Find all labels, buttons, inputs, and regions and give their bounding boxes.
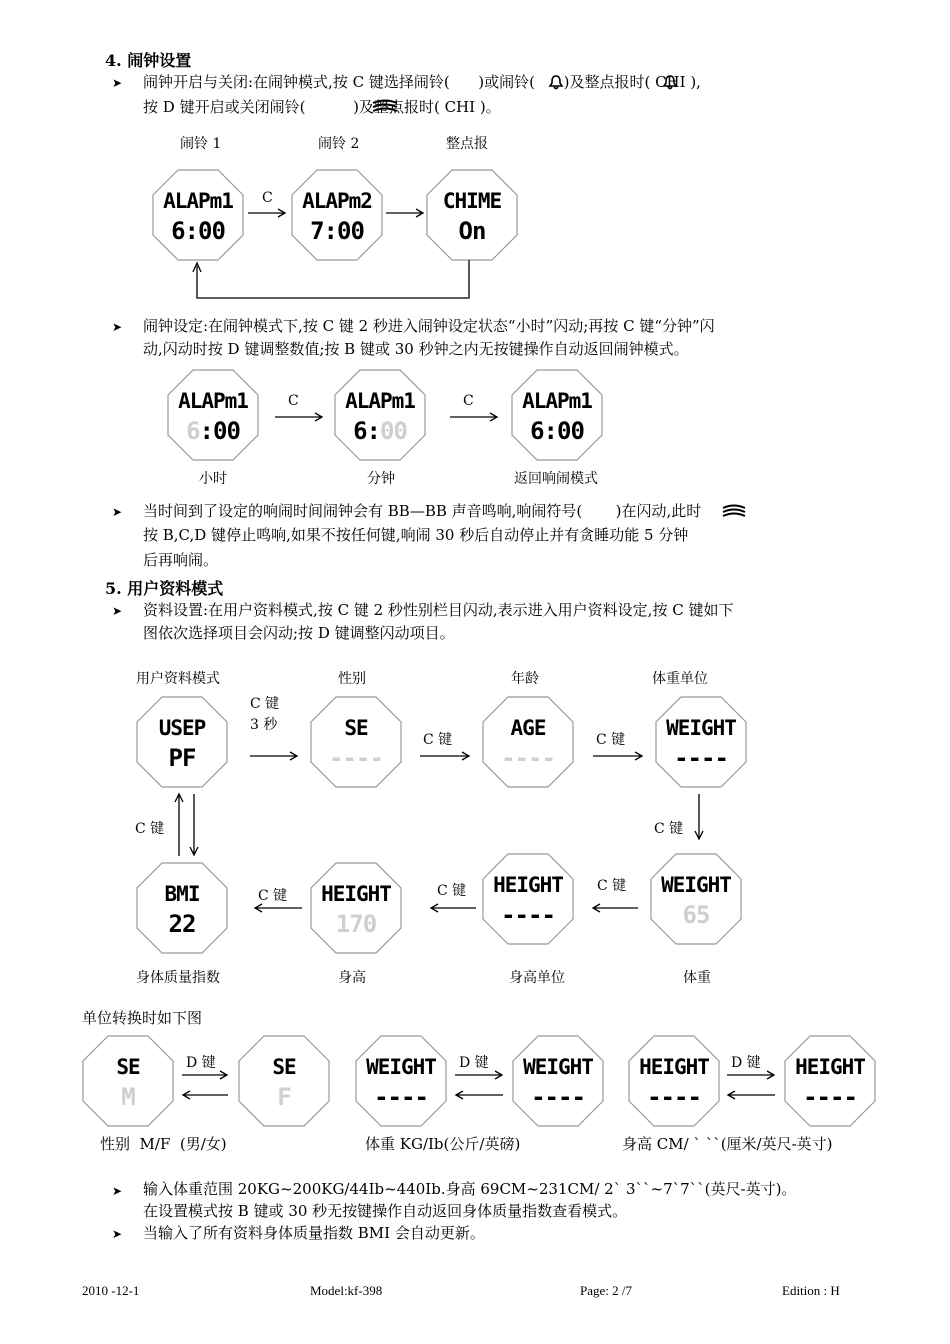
watch-line1: ALAPm1 (345, 389, 415, 413)
swap-arrows (725, 1070, 777, 1100)
unit-conversion-title: 单位转换时如下图 (82, 1009, 203, 1027)
watch-weight-unit (655, 696, 747, 788)
arrow-right (450, 412, 500, 422)
watch-age (482, 696, 574, 788)
watch-weight-lb (512, 1035, 604, 1127)
watch-user-pf (136, 696, 228, 788)
key-label-3s: 3 秒 (250, 717, 278, 733)
key-label-c: C (288, 393, 299, 409)
watch-height (310, 862, 402, 954)
sound-waves-icon (370, 98, 400, 114)
note-range-line2: 在设置模式按 B 键或 30 秒无按键操作自动返回身体质量指数查看模式。 (143, 1202, 628, 1220)
footer-edition: Edition : H (782, 1283, 840, 1298)
watch-line2: F (277, 1083, 291, 1111)
key-label-c: C 键 (135, 821, 165, 837)
watch-line2: 6:00 (530, 417, 584, 445)
section-4-heading: 4. 闹钟设置 (105, 51, 192, 70)
watch-line2: ---- (374, 1083, 428, 1111)
watch-alarm2 (291, 169, 383, 261)
alarm-ring-line2: 按 B,C,D 键停止鸣响,如果不按任何键,响闹 30 秒后自动停止并有贪睡功能 5 分钟 (143, 526, 689, 544)
key-label-c: C 键 (597, 878, 627, 894)
watch-line1: HEIGHT (639, 1055, 709, 1079)
watch-line2: ---- (531, 1083, 585, 1111)
note-range-line1: 输入体重范围 20KG~200KG/44Ib~440Ib.身高 69CM~231CM/ 2` 3``~7`7``(英尺-英寸)。 (143, 1180, 797, 1198)
watch-line1: WEIGHT (366, 1055, 436, 1079)
watch-line1: ALAPm1 (163, 189, 233, 213)
key-label-c: C 键 (258, 888, 288, 904)
watch-line1: SE (116, 1055, 140, 1079)
watch-line2: ---- (647, 1083, 701, 1111)
arrow-right (275, 412, 325, 422)
arrow-left (428, 903, 476, 913)
note-bmi-update: 当输入了所有资料身体质量指数 BMI 会自动更新。 (143, 1224, 485, 1242)
caption-weight-unit: 体重单位 (652, 671, 708, 687)
watch-line2: ---- (501, 901, 555, 929)
watch-line1: HEIGHT (493, 873, 563, 897)
caption-weight-kglb: 体重 KG/Ib(公斤/英磅) (365, 1135, 521, 1153)
arrow-right (250, 751, 300, 761)
user-setup-line1: 资料设置:在用户资料模式,按 C 键 2 秒性别栏目闪动,表示进入用户资料设定,按 C 键如下 (143, 601, 734, 619)
alarm-ring-line3: 后再响闹。 (143, 551, 219, 569)
watch-back-alarm (511, 369, 603, 461)
watch-line2: 6:00 (171, 217, 225, 245)
caption-hour: 小时 (199, 471, 227, 487)
watch-line1: WEIGHT (661, 873, 731, 897)
user-setup-line2: 图依次选择项目会闪动;按 D 键调整闪动项目。 (143, 624, 455, 642)
caption-height-cmft: 身高 CM/ ` ``(厘米/英尺-英寸) (622, 1135, 833, 1153)
key-label-d: D 键 (459, 1055, 489, 1071)
watch-line1: HEIGHT (321, 882, 391, 906)
bullet-arrow: ➤ (112, 76, 123, 90)
watch-line1: ALAPm2 (302, 189, 372, 213)
watch-line2: 65 (682, 901, 710, 929)
bullet-arrow: ➤ (112, 320, 123, 334)
watch-line2: 170 (335, 910, 377, 938)
footer-page: Page: 2 /7 (580, 1283, 632, 1298)
watch-line2: 6:00 (353, 417, 407, 445)
caption-height-unit: 身高单位 (509, 970, 565, 986)
bell-icon-2 (662, 74, 678, 90)
caption-bmi: 身体质量指数 (136, 970, 220, 986)
watch-minute-flash (334, 369, 426, 461)
watch-line1: HEIGHT (795, 1055, 865, 1079)
loop-back-arrow (190, 258, 475, 303)
watch-sex (310, 696, 402, 788)
key-label-c: C 键 (596, 732, 626, 748)
watch-weight-kg (355, 1035, 447, 1127)
watch-alarm1 (152, 169, 244, 261)
bullet-arrow: ➤ (112, 505, 123, 519)
watch-line1: WEIGHT (523, 1055, 593, 1079)
caption-sex-mf: 性别 M/F (男/女) (100, 1135, 227, 1153)
watch-sex-f (238, 1035, 330, 1127)
alarm-onoff-line1: 闹钟开启与关闭:在闹钟模式,按 C 键选择闹铃( )或闹铃( )及整点报时( CHI ), (143, 73, 701, 91)
swap-arrows (453, 1070, 505, 1100)
key-label-d: D 键 (186, 1055, 216, 1071)
caption-alarm1: 闹铃 1 (180, 136, 222, 152)
watch-height-unit (482, 853, 574, 945)
watch-line2: ---- (501, 744, 555, 772)
watch-sex-m (82, 1035, 174, 1127)
watch-line2: PF (168, 744, 196, 772)
swap-arrows (180, 1070, 230, 1100)
watch-line2: ---- (803, 1083, 857, 1111)
arrow-right (248, 208, 288, 218)
caption-alarm2: 闹铃 2 (318, 136, 360, 152)
watch-line2: ---- (674, 744, 728, 772)
watch-weight (650, 853, 742, 945)
caption-weight: 体重 (683, 970, 711, 986)
watch-line1: CHIME (442, 189, 502, 213)
bullet-arrow: ➤ (112, 1184, 123, 1198)
key-label-c: C 键 (654, 821, 684, 837)
watch-height-ft (784, 1035, 876, 1127)
sound-waves-icon (720, 503, 748, 519)
watch-line2: 6:00 (186, 417, 240, 445)
watch-chime (426, 169, 518, 261)
watch-line2: ---- (329, 744, 383, 772)
bidirectional-arrows (172, 792, 202, 858)
caption-user-mode: 用户资料模式 (136, 671, 220, 687)
alarm-set-line1: 闹钟设定:在闹钟模式下,按 C 键 2 秒进入闹钟设定状态“小时”闪动;再按 C 键“分钟”闪 (143, 317, 715, 335)
caption-minute: 分钟 (367, 471, 395, 487)
key-label-c: C 键 (250, 696, 280, 712)
watch-line2: 22 (168, 910, 196, 938)
arrow-right (593, 751, 645, 761)
watch-line1: SE (344, 716, 368, 740)
bell-icon (548, 74, 564, 90)
arrow-right (386, 208, 426, 218)
watch-line1: WEIGHT (666, 716, 736, 740)
watch-bmi (136, 862, 228, 954)
footer-model: Model:kf-398 (310, 1283, 383, 1298)
caption-age: 年龄 (511, 671, 539, 687)
section-5-heading: 5. 用户资料模式 (105, 579, 224, 598)
key-label-d: D 键 (731, 1055, 761, 1071)
alarm-onoff-line2: 按 D 键开启或关闭闹铃( )及整点报时( CHI )。 (143, 98, 501, 116)
watch-line2: M (121, 1083, 135, 1111)
bullet-arrow: ➤ (112, 1227, 123, 1241)
key-label-c: C 键 (423, 732, 453, 748)
bullet-arrow: ➤ (112, 604, 123, 618)
alarm-set-line2: 动,闪动时按 D 键调整数值;按 B 键或 30 秒钟之内无按键操作自动返回闹钟模式。 (143, 340, 689, 358)
key-label-c: C 键 (437, 883, 467, 899)
watch-line2: 7:00 (310, 217, 364, 245)
caption-back-alarm: 返回响闹模式 (514, 471, 598, 487)
watch-line1: SE (272, 1055, 296, 1079)
arrow-down (692, 794, 706, 842)
key-label-c: C (463, 393, 474, 409)
watch-line1: AGE (510, 716, 546, 740)
watch-line2: On (458, 217, 486, 245)
watch-line1: ALAPm1 (522, 389, 592, 413)
watch-line1: USEP (158, 716, 206, 740)
watch-height-cm (628, 1035, 720, 1127)
caption-sex: 性别 (338, 671, 366, 687)
key-label-c: C (262, 190, 273, 206)
footer-date: 2010 -12-1 (82, 1283, 140, 1298)
arrow-right (420, 751, 472, 761)
watch-hour-flash (167, 369, 259, 461)
arrow-left (252, 903, 302, 913)
watch-line1: ALAPm1 (178, 389, 248, 413)
caption-chime: 整点报 (446, 136, 488, 152)
watch-line1: BMI (164, 882, 200, 906)
alarm-ring-line1: 当时间到了设定的响闹时间闹钟会有 BB—BB 声音鸣响,响闹符号( )在闪动,此时 (143, 502, 702, 520)
arrow-left (590, 903, 638, 913)
caption-height: 身高 (338, 970, 366, 986)
